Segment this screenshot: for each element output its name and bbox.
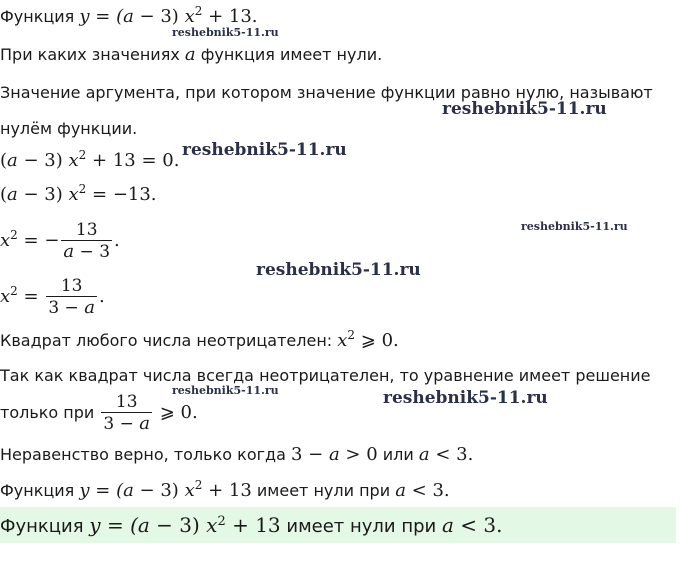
watermark: reshebnik5-11.ru (172, 384, 279, 397)
question-line: При каких значениях a функция имеет нули. (0, 44, 383, 65)
equation-step-3: $x^2$ = − $\frac{13}{a - 3}$ . (0, 220, 120, 262)
square-nonnegative-line: Квадрат любого числа неотрицателен: $x^2$ ⩾ 0. (0, 328, 399, 351)
equation-step-2: (a − 3) $x^2 = -13$. (0, 182, 157, 205)
watermark: reshebnik5-11.ru (172, 26, 279, 39)
equation-step-4: $x^2$ = $\frac{13}{3 - a}$ . (0, 276, 105, 318)
reasoning-line-2: только при $\frac{13}{3 - a}$ ⩾ 0. (0, 392, 198, 434)
inequality-line: Неравенство верно, только когда 3 − a > 0 или a < 3. (0, 444, 474, 465)
equation-step-1: (a − 3) $x^2 + 13 = 0$. (0, 148, 180, 171)
conclusion-line: Функция y = (a − 3) $x^2 + 13$ имеет нули при a < 3. (0, 478, 450, 501)
watermark: reshebnik5-11.ru (256, 260, 421, 280)
watermark: reshebnik5-11.ru (383, 388, 548, 408)
reasoning-line-1: Так как квадрат числа всегда неотрицателен, то уравнение имеет решение (0, 366, 651, 385)
fraction: $\frac{13}{3 - a}$ (48, 276, 95, 318)
definition-line-2: нулём функции. (0, 119, 138, 138)
problem-statement: Функция y = (a − 3) $x^2 + 13$. (0, 4, 258, 27)
watermark: reshebnik5-11.ru (182, 140, 347, 160)
watermark: reshebnik5-11.ru (521, 220, 628, 233)
fraction: $\frac{13}{3 - a}$ (103, 392, 151, 434)
fraction: $\frac{13}{a - 3}$ (63, 220, 111, 262)
watermark: reshebnik5-11.ru (442, 99, 607, 119)
definition-line-1: Значение аргумента, при котором значение функции равно нулю, называют (0, 83, 653, 102)
answer-text: Функция y = (a − 3) $x^2 + 13$ имеет нули при a < 3. (0, 513, 503, 537)
